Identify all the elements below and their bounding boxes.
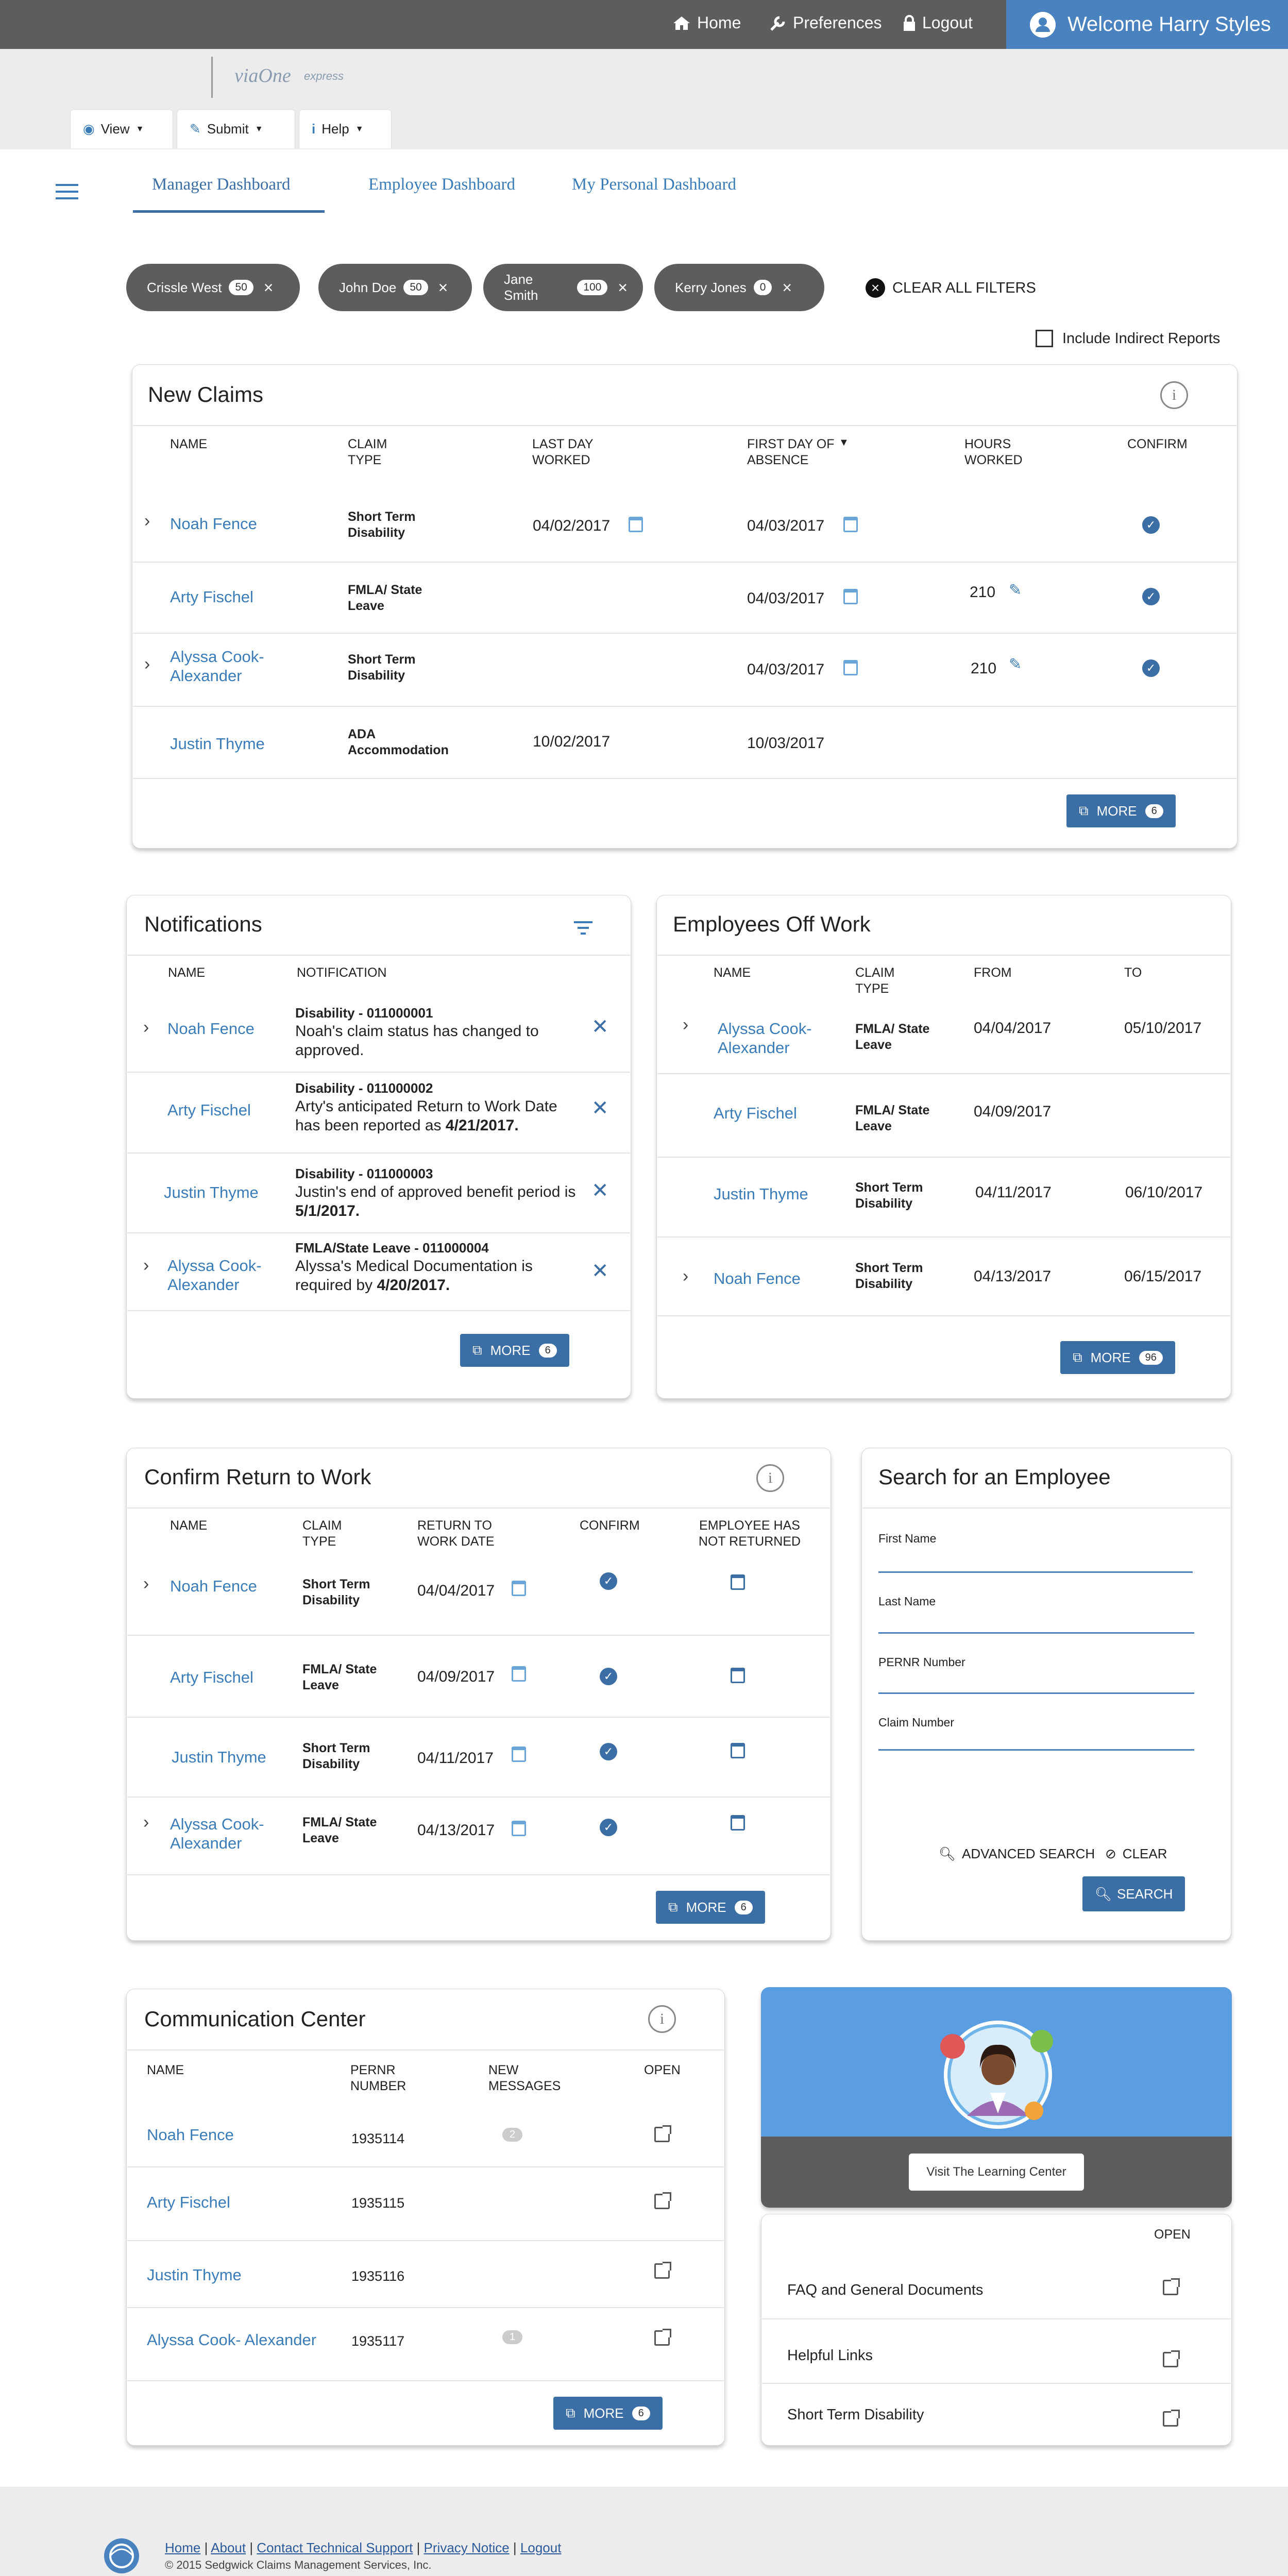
to-date: 06/10/2017: [1125, 1184, 1203, 1201]
pernr-value: 1935116: [351, 2268, 405, 2284]
row-divider: [127, 1072, 630, 1073]
search-button[interactable]: 🔍︎ SEARCH: [1082, 1876, 1185, 1911]
viaone-logo-sub: express: [304, 70, 344, 82]
resource-link[interactable]: FAQ and General Documents: [787, 2282, 984, 2298]
row-divider: [127, 1717, 830, 1718]
divider: [127, 955, 630, 956]
row-divider: [127, 2380, 724, 2381]
resource-link[interactable]: Helpful Links: [787, 2347, 873, 2364]
expand-chevron-icon[interactable]: ›: [143, 1812, 149, 1832]
employee-name-link[interactable]: Arty Fischel: [170, 588, 253, 606]
more-button[interactable]: ⧉ MORE 6: [656, 1891, 765, 1924]
close-icon[interactable]: ×: [438, 278, 448, 297]
col-header-from: FROM: [974, 965, 1012, 980]
calendar-icon[interactable]: [512, 1747, 526, 1762]
more-button[interactable]: ⧉ MORE 6: [460, 1334, 569, 1367]
col-header-open: OPEN: [1154, 2227, 1191, 2242]
row-divider: [133, 562, 1236, 563]
first-day-value: 04/03/2017: [747, 517, 825, 534]
col-header-claim-type: CLAIM TYPE: [855, 965, 895, 996]
pernr-label: PERNR Number: [878, 1655, 965, 1669]
employee-name-link[interactable]: Arty Fischel: [170, 1668, 253, 1686]
tab-manager-dashboard[interactable]: Manager Dashboard: [152, 175, 291, 194]
eye-icon: ◉: [83, 121, 95, 137]
rtw-title: Confirm Return to Work: [144, 1465, 371, 1489]
resource-link[interactable]: Short Term Disability: [787, 2406, 924, 2423]
row-divider: [127, 1797, 830, 1798]
calendar-icon[interactable]: [512, 1821, 526, 1836]
info-icon[interactable]: i: [756, 1464, 784, 1492]
employee-name-link[interactable]: Arty Fischel: [167, 1101, 251, 1119]
employee-name-link[interactable]: Noah Fence: [167, 1020, 255, 1038]
expand-chevron-icon[interactable]: ›: [683, 1266, 689, 1286]
col-header-name: NAME: [170, 1518, 208, 1533]
more-button[interactable]: ⧉ MORE 6: [1066, 794, 1176, 827]
open-external-icon: ⧉: [668, 1899, 678, 1914]
open-external-icon[interactable]: [1163, 2411, 1178, 2427]
filter-chip[interactable]: John Doe 50 ×: [318, 264, 472, 311]
rtw-date: 04/09/2017: [417, 1668, 495, 1685]
filter-chip[interactable]: Kerry Jones 0 ×: [654, 264, 824, 311]
close-icon[interactable]: ×: [263, 278, 274, 297]
tab-personal-dashboard[interactable]: My Personal Dashboard: [572, 175, 736, 194]
row-divider: [127, 1635, 830, 1636]
edit-icon: ✎: [190, 121, 201, 137]
claim-type: FMLA/ State Leave: [302, 1815, 377, 1846]
dismiss-icon[interactable]: ✕: [591, 1015, 609, 1038]
calendar-x-icon[interactable]: [731, 1815, 745, 1831]
pencil-icon[interactable]: ✎: [1009, 582, 1022, 599]
employee-name-link[interactable]: Justin Thyme: [147, 2266, 242, 2284]
claim-number-label: Claim Number: [878, 1716, 954, 1729]
wrench-icon: [769, 14, 787, 32]
new-claims-card: [132, 364, 1238, 849]
col-header-not-returned: EMPLOYEE HAS NOT RETURNED: [698, 1518, 801, 1549]
col-header-first-day[interactable]: FIRST DAY OF ABSENCE: [747, 437, 835, 468]
caret-down-icon: ▼: [355, 124, 364, 133]
calendar-x-icon[interactable]: [731, 1743, 745, 1758]
row-divider: [127, 2240, 724, 2241]
hours-value: 210: [970, 584, 996, 601]
open-external-icon[interactable]: [654, 2263, 670, 2279]
row-divider: [657, 1157, 1230, 1158]
confirm-check-icon[interactable]: ✓: [600, 1743, 617, 1760]
footer-link-privacy[interactable]: Privacy Notice: [423, 2540, 510, 2555]
rtw-date: 04/04/2017: [417, 1582, 495, 1599]
open-external-icon[interactable]: [654, 2194, 670, 2209]
nav-preferences-link[interactable]: Preferences: [769, 13, 882, 32]
row-divider: [127, 2166, 724, 2167]
caret-down-icon: ▼: [255, 124, 263, 133]
expand-chevron-icon[interactable]: ›: [143, 1018, 149, 1037]
user-avatar-icon: [1029, 11, 1056, 38]
comm-title: Communication Center: [144, 2007, 366, 2031]
confirm-check-icon[interactable]: ✓: [600, 1668, 617, 1685]
divider: [127, 2049, 724, 2050]
pernr-input[interactable]: [878, 1692, 1194, 1694]
caret-down-icon: ▼: [135, 124, 144, 133]
first-day-value: 10/03/2017: [747, 735, 825, 752]
row-divider: [133, 633, 1236, 634]
col-header-last-day: LAST DAY WORKED: [532, 437, 594, 468]
learning-avatar-illustration: [931, 2008, 1065, 2131]
calendar-icon[interactable]: [843, 660, 858, 675]
learning-center-card: [761, 1987, 1232, 2208]
welcome-banner[interactable]: Welcome Harry Styles: [1006, 0, 1288, 49]
employee-name-link[interactable]: Noah Fence: [147, 2126, 234, 2144]
dismiss-icon[interactable]: ✕: [591, 1097, 609, 1120]
search-employee-card: [861, 1448, 1231, 1941]
calendar-icon[interactable]: [629, 517, 643, 532]
visit-learning-center-button[interactable]: Visit The Learning Center: [909, 2154, 1084, 2191]
employee-name-link[interactable]: Justin Thyme: [164, 1183, 259, 1201]
employee-name-link[interactable]: Arty Fischel: [714, 1104, 797, 1122]
home-icon: [672, 15, 691, 31]
calendar-x-icon[interactable]: [731, 1668, 745, 1683]
employee-name-link[interactable]: Alyssa Cook-Alexander: [167, 1257, 262, 1294]
advanced-search-button[interactable]: 🔍︎ ADVANCED SEARCH: [939, 1846, 1095, 1861]
col-header-pernr: PERNR NUMBER: [350, 2063, 406, 2094]
footer-link-about[interactable]: About: [211, 2540, 246, 2555]
nav-home-link[interactable]: Home: [672, 13, 741, 32]
employee-name-link[interactable]: Arty Fischel: [147, 2193, 230, 2211]
row-divider: [127, 1310, 630, 1311]
close-icon[interactable]: ×: [618, 278, 628, 297]
first-day-value: 04/03/2017: [747, 661, 825, 678]
calendar-icon[interactable]: [512, 1666, 526, 1682]
from-date: 04/04/2017: [974, 1020, 1052, 1037]
off-work-title: Employees Off Work: [673, 912, 871, 936]
from-date: 04/09/2017: [974, 1103, 1052, 1120]
expand-chevron-icon[interactable]: ›: [144, 511, 150, 531]
first-name-label: First Name: [878, 1532, 937, 1545]
employee-name-link[interactable]: Alyssa Cook-Alexander: [718, 1020, 812, 1057]
claim-type: FMLA/ State Leave: [855, 1022, 930, 1053]
confirm-check-icon[interactable]: ✓: [1142, 516, 1160, 534]
view-menu[interactable]: ◉ View ▼: [70, 109, 173, 148]
search-title: Search for an Employee: [878, 1465, 1111, 1489]
employee-name-link[interactable]: Alyssa Cook-Alexander: [170, 648, 264, 685]
confirm-check-icon[interactable]: ✓: [1142, 588, 1160, 605]
tab-employee-dashboard[interactable]: Employee Dashboard: [368, 175, 515, 194]
claim-type: ADA Accommodation: [348, 727, 449, 758]
dismiss-icon[interactable]: ✕: [591, 1260, 609, 1282]
claim-number-input[interactable]: [878, 1749, 1194, 1751]
block-icon: ⊘: [1105, 1846, 1116, 1861]
logo-divider: [211, 57, 213, 98]
more-button[interactable]: ⧉ MORE 6: [553, 2397, 663, 2430]
notification-text: Disability - 011000001 Noah's claim status has changed to approved.: [295, 1005, 539, 1059]
footer-link-support[interactable]: Contact Technical Support: [257, 2540, 413, 2555]
employee-name-link[interactable]: Noah Fence: [170, 515, 257, 533]
to-date: 05/10/2017: [1124, 1020, 1202, 1037]
expand-chevron-icon[interactable]: ›: [683, 1015, 689, 1035]
last-day-value: 10/02/2017: [533, 733, 611, 750]
more-button[interactable]: ⧉ MORE 96: [1060, 1341, 1175, 1374]
dismiss-icon[interactable]: ✕: [591, 1179, 609, 1202]
row-divider: [127, 2307, 724, 2308]
last-name-input[interactable]: [878, 1632, 1194, 1634]
open-external-icon: ⧉: [1073, 1349, 1082, 1365]
clear-all-filters-button[interactable]: × CLEAR ALL FILTERS: [866, 278, 1036, 298]
open-external-icon[interactable]: [654, 2330, 670, 2346]
sort-desc-icon[interactable]: ▼: [839, 437, 849, 448]
message-count-badge: 1: [502, 2330, 522, 2344]
open-external-icon[interactable]: [654, 2127, 670, 2142]
to-date: 06/15/2017: [1124, 1268, 1202, 1285]
col-header-confirm: CONFIRM: [1127, 437, 1188, 451]
viaone-logo: viaOne: [234, 65, 291, 87]
lock-icon: [903, 15, 916, 31]
col-header-confirm: CONFIRM: [580, 1518, 640, 1533]
help-menu[interactable]: i Help ▼: [299, 109, 392, 148]
claim-type: Short Term Disability: [302, 1741, 370, 1772]
col-header-new-messages: NEW MESSAGES: [488, 2063, 561, 2094]
close-icon[interactable]: ×: [782, 278, 792, 297]
hamburger-menu-icon[interactable]: [56, 184, 78, 199]
confirm-check-icon[interactable]: ✓: [1142, 659, 1160, 677]
employee-name-link[interactable]: Noah Fence: [714, 1269, 801, 1287]
first-day-value: 04/03/2017: [747, 590, 825, 607]
row-divider: [762, 2318, 1231, 2319]
divider: [127, 1507, 830, 1509]
rtw-date: 04/11/2017: [417, 1750, 494, 1767]
col-header-hours: HOURS WORKED: [964, 437, 1023, 468]
divider: [657, 955, 1230, 956]
row-divider: [133, 778, 1236, 779]
claim-type: Short Term Disability: [348, 510, 416, 540]
row-divider: [133, 706, 1236, 707]
info-icon[interactable]: i: [648, 2005, 676, 2033]
hours-value: 210: [971, 660, 997, 677]
employee-name-link[interactable]: Alyssa Cook- Alexander: [147, 2331, 317, 2349]
confirm-check-icon[interactable]: ✓: [600, 1819, 617, 1836]
col-header-claim-type: CLAIM TYPE: [302, 1518, 342, 1549]
from-date: 04/11/2017: [975, 1184, 1052, 1201]
claim-type: FMLA/ State Leave: [855, 1103, 930, 1134]
calendar-icon[interactable]: [512, 1581, 526, 1596]
notification-text: Disability - 011000003 Justin's end of approved benefit period is 5/1/2017.: [295, 1166, 576, 1219]
employee-name-link[interactable]: Justin Thyme: [170, 735, 265, 753]
footer-link-logout[interactable]: Logout: [520, 2540, 562, 2555]
col-header-name: NAME: [147, 2063, 184, 2077]
employee-name-link[interactable]: Noah Fence: [170, 1577, 257, 1595]
row-divider: [657, 1073, 1230, 1074]
claim-type: Short Term Disability: [855, 1261, 923, 1292]
search-icon: 🔍︎: [939, 1846, 956, 1861]
col-header-name: NAME: [714, 965, 751, 980]
divider: [133, 425, 1236, 426]
employee-name-link[interactable]: Alyssa Cook-Alexander: [170, 1815, 264, 1853]
col-header-notification: NOTIFICATION: [297, 965, 387, 980]
col-header-name: NAME: [168, 965, 206, 980]
col-header-name: NAME: [170, 437, 208, 451]
nav-logout-link[interactable]: Logout: [903, 13, 973, 32]
row-divider: [127, 1153, 630, 1154]
checkbox-box[interactable]: [1036, 330, 1053, 347]
filter-icon[interactable]: [573, 920, 594, 936]
calendar-icon[interactable]: [843, 589, 858, 604]
expand-chevron-icon[interactable]: ›: [143, 1574, 149, 1594]
sedgwick-logo-icon: [103, 2537, 140, 2574]
calendar-icon[interactable]: [843, 517, 858, 532]
last-name-label: Last Name: [878, 1595, 936, 1608]
claim-type: Short Term Disability: [302, 1577, 370, 1608]
row-divider: [127, 1232, 630, 1233]
confirm-check-icon[interactable]: ✓: [600, 1572, 617, 1590]
notifications-title: Notifications: [144, 912, 262, 936]
expand-chevron-icon[interactable]: ›: [143, 1256, 149, 1275]
message-count-badge: 2: [502, 2128, 522, 2142]
info-icon: i: [312, 121, 316, 137]
claim-type: FMLA/ State Leave: [302, 1662, 377, 1693]
footer-links: Home | About | Contact Technical Support | Privacy Notice | Logout: [165, 2540, 562, 2555]
claim-type: FMLA/ State Leave: [348, 583, 422, 614]
submit-menu[interactable]: ✎ Submit ▼: [177, 109, 295, 148]
divider: [862, 1507, 1230, 1509]
employee-name-link[interactable]: Justin Thyme: [172, 1748, 266, 1766]
from-date: 04/13/2017: [974, 1268, 1052, 1285]
footer-link-home[interactable]: Home: [165, 2540, 201, 2555]
copyright: © 2015 Sedgwick Claims Management Services, Inc.: [165, 2558, 432, 2571]
search-icon: 🔍︎: [1095, 1886, 1112, 1902]
open-external-icon: ⧉: [472, 1342, 482, 1358]
row-divider: [657, 1236, 1230, 1238]
filter-chip[interactable]: Jane Smith 100 ×: [483, 264, 643, 311]
pencil-icon[interactable]: ✎: [1009, 656, 1022, 673]
new-claims-title: New Claims: [148, 382, 264, 406]
pernr-value: 1935114: [351, 2131, 405, 2146]
first-name-input[interactable]: [878, 1571, 1193, 1573]
employee-name-link[interactable]: Justin Thyme: [714, 1185, 808, 1203]
claim-type: Short Term Disability: [348, 652, 416, 683]
open-external-icon[interactable]: [1163, 2352, 1178, 2367]
info-icon[interactable]: i: [1160, 381, 1188, 409]
communication-center-card: [126, 1989, 725, 2446]
clear-button[interactable]: ⊘ CLEAR: [1105, 1846, 1167, 1861]
active-tab-indicator: [133, 210, 325, 213]
notification-text: Disability - 011000002 Arty's anticipated Return to Work Date has been reported as 4/21/2017.: [295, 1080, 557, 1134]
claim-type: Short Term Disability: [855, 1180, 923, 1211]
open-external-icon: ⧉: [1079, 803, 1089, 818]
rtw-date: 04/13/2017: [417, 1822, 495, 1839]
row-divider: [762, 2383, 1231, 2384]
col-header-claim-type: CLAIM TYPE: [348, 437, 387, 468]
last-day-value: 04/02/2017: [533, 517, 611, 534]
pernr-value: 1935117: [351, 2333, 405, 2349]
col-header-to: TO: [1124, 965, 1142, 980]
notification-text: FMLA/State Leave - 011000004 Alyssa's Medical Documentation is required by 4/20/2017.: [295, 1240, 533, 1294]
filter-chip[interactable]: Crissle West 50 ×: [126, 264, 300, 311]
pernr-value: 1935115: [351, 2195, 405, 2211]
col-header-open: OPEN: [644, 2063, 681, 2077]
expand-chevron-icon[interactable]: ›: [144, 654, 150, 674]
row-divider: [657, 1315, 1230, 1316]
col-header-rtw-date: RETURN TO WORK DATE: [417, 1518, 495, 1549]
open-external-icon[interactable]: [1163, 2280, 1178, 2295]
open-external-icon: ⧉: [566, 2405, 575, 2420]
include-indirect-checkbox[interactable]: Include Indirect Reports: [1036, 330, 1220, 347]
row-divider: [127, 1874, 830, 1875]
calendar-x-icon[interactable]: [731, 1574, 745, 1590]
clear-circle-icon: ×: [866, 278, 885, 298]
